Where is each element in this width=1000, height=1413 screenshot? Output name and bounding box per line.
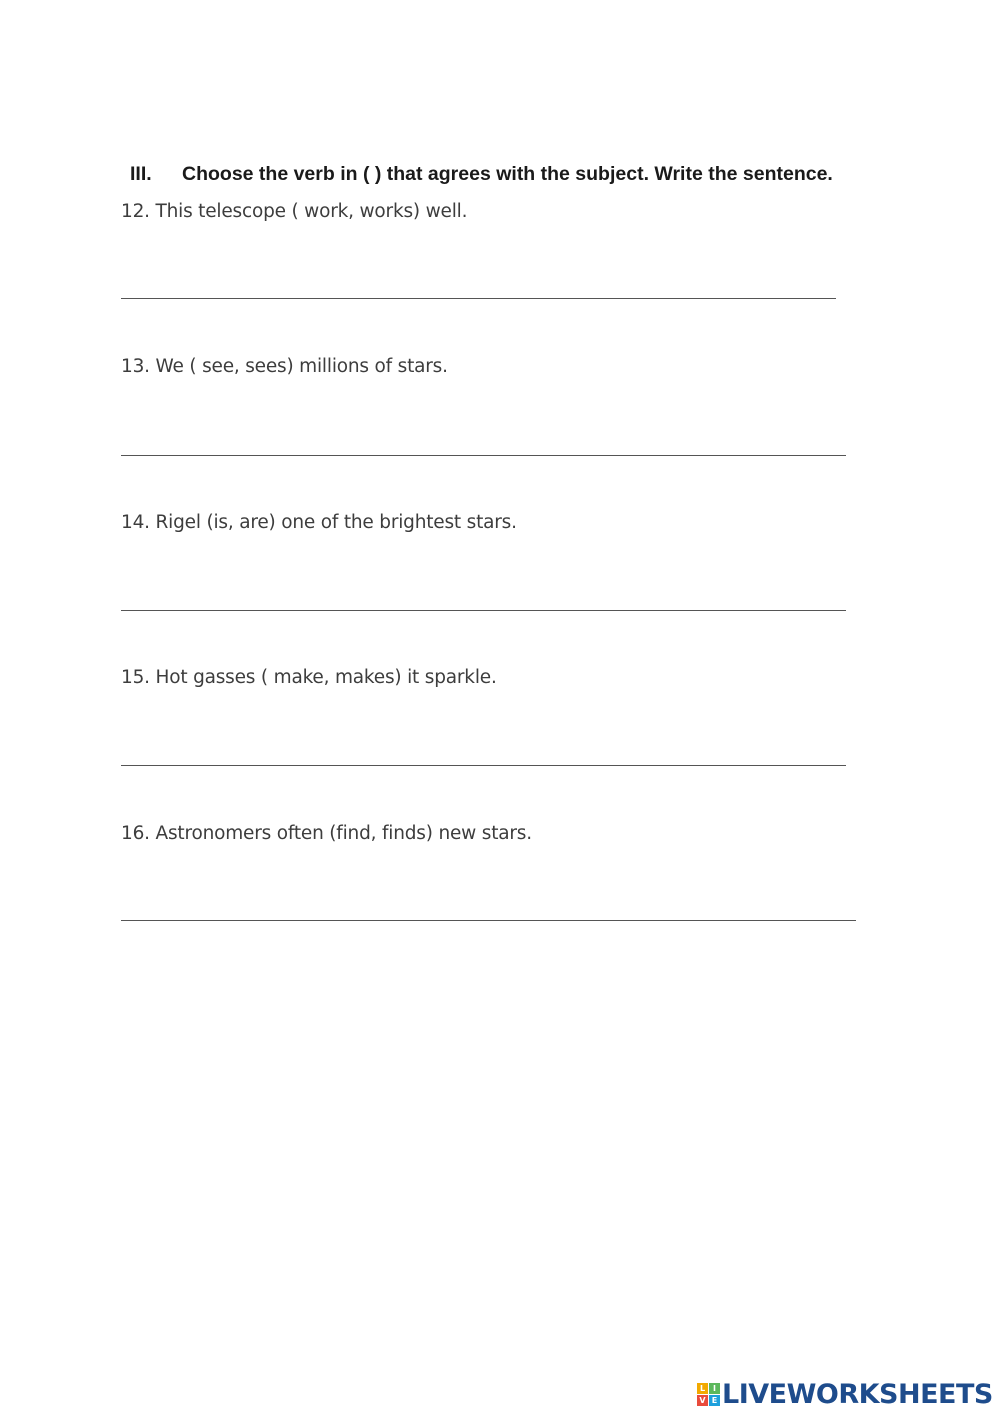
logo-blocks-icon [697,1383,720,1406]
logo-text: LIVEWORKSHEETS [722,1378,993,1410]
section-numeral: III. [130,163,152,185]
question-16: 16. Astronomers often (find, finds) new stars. [121,823,532,844]
question-15: 15. Hot gasses ( make, makes) it sparkle. [121,667,497,688]
answer-line-16[interactable] [121,920,856,921]
answer-line-12[interactable] [121,298,836,299]
logo-block: L [697,1383,708,1394]
logo-block: I [709,1383,720,1394]
answer-line-13[interactable] [121,455,846,456]
logo-block: V [697,1395,708,1406]
question-13: 13. We ( see, sees) millions of stars. [121,356,448,377]
instruction-text: Choose the verb in ( ) that agrees with the subject. Write the sentence. [182,163,833,185]
liveworksheets-logo [697,1377,993,1411]
answer-line-15[interactable] [121,765,846,766]
logo-block: E [709,1395,720,1406]
question-14: 14. Rigel (is, are) one of the brightest stars. [121,512,517,533]
question-12: 12. This telescope ( work, works) well. [121,201,468,222]
answer-line-14[interactable] [121,610,846,611]
instruction-heading [130,163,833,186]
